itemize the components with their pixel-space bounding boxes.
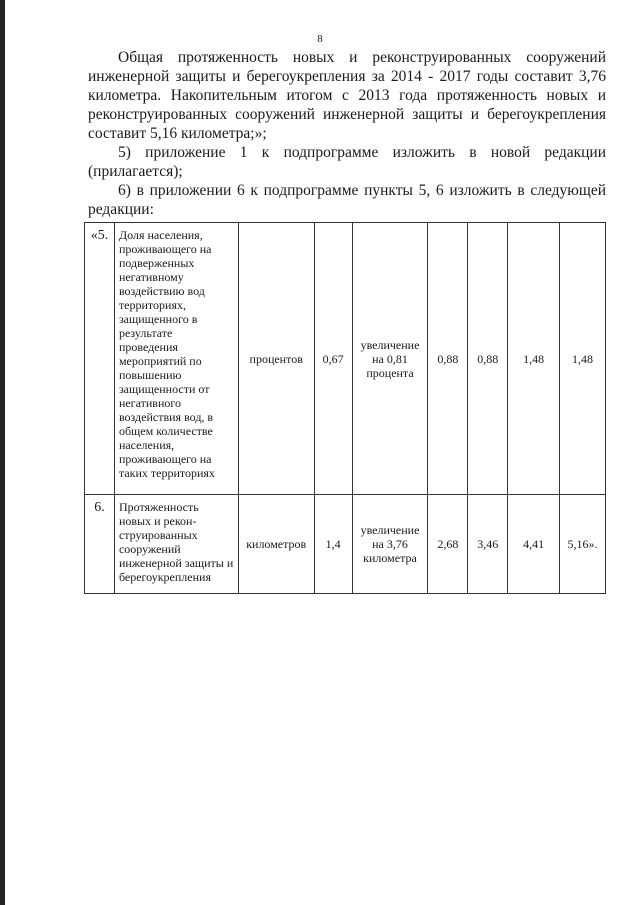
- change-cell: увеличение на 3,76 километра: [352, 495, 428, 594]
- scan-edge-bar: [0, 0, 5, 905]
- value-cell: 2,68: [428, 495, 468, 594]
- indicators-table: [84, 222, 606, 594]
- paragraph-prilozhenie-6: 6) в приложении 6 к подпрограмме пункты 5, 6 изложить в следующей редакции:: [88, 182, 606, 218]
- row-number-cell: 6.: [85, 495, 115, 594]
- table-row: [85, 223, 606, 495]
- value-cell: 0,88: [428, 223, 468, 495]
- row-number-cell: «5.: [85, 223, 115, 495]
- change-cell: увеличение на 0,81 процента: [352, 223, 428, 495]
- value-cell: 4,41: [508, 495, 560, 594]
- paragraph-prilozhenie-1: 5) приложение 1 к подпрограмме изложить в новой редакции (прилагается);: [88, 144, 606, 180]
- page-number: 8: [317, 33, 323, 45]
- indicator-name-cell: Доля населения, проживающего на подверженных негативному воздействию вод территориях, защищенного в результате проведения мероприятий по повышению защищенности от негативного воздействия вод, в общем количестве населения, проживающего на таких территориях: [114, 223, 238, 495]
- unit-cell: процентов: [238, 223, 314, 495]
- base-value-cell: 0,67: [314, 223, 352, 495]
- value-cell: 1,48: [508, 223, 560, 495]
- value-cell: 1,48: [560, 223, 606, 495]
- indicator-name-cell: Протяженность новых и рекон-струированных сооружений инженерной защиты и берегоукрепления: [114, 495, 238, 594]
- unit-cell: километров: [238, 495, 314, 594]
- value-cell: 0,88: [468, 223, 508, 495]
- value-cell: 3,46: [468, 495, 508, 594]
- base-value-cell: 1,4: [314, 495, 352, 594]
- body-text: [88, 48, 606, 219]
- value-cell: 5,16».: [560, 495, 606, 594]
- paragraph-protyazhennost: Общая протяженность новых и реконструированных сооружений инженерной защиты и берегоукрепления за 2014 - 2017 годы составит 3,76 километра. Накопительным итогом с 2013 года протяженность новых и реконструированных сооружений инженерной защиты и берегоукрепления составит 5,16 километра;»;: [88, 49, 606, 142]
- table-row: [85, 495, 606, 594]
